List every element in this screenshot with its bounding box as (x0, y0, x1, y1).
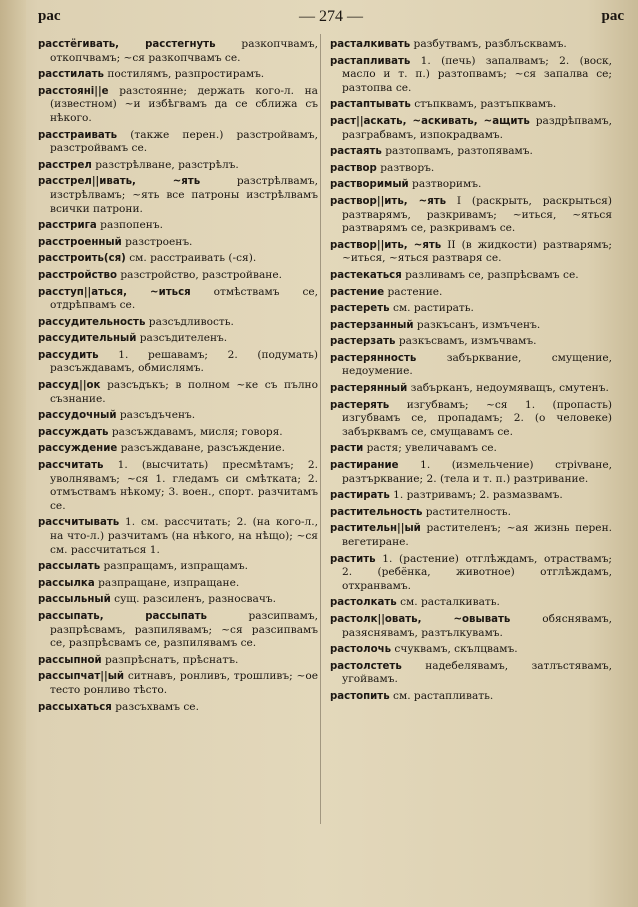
definition: II (в жидкости) разтварямъ; ~иться, ~яться разтваря се. (342, 238, 612, 265)
dictionary-entry (38, 269, 318, 283)
headword: растолстеть (330, 660, 402, 672)
headword: рассыхаться (38, 701, 112, 713)
headword: растолк||овать, ~овывать (330, 613, 511, 625)
headword: растворимый (330, 179, 409, 191)
headword: рассылка (38, 577, 95, 589)
dictionary-entry (38, 379, 318, 406)
dictionary-entry (330, 55, 612, 96)
dictionary-entry (330, 335, 612, 349)
definition: разкъсанъ, измъченъ. (416, 318, 541, 331)
dictionary-entry (38, 459, 318, 513)
definition: разстоянне; держать кого-л. на (известном) ~и избѣгвамъ да се сближа съ нѣкого. (50, 84, 318, 124)
definition: 1. (печь) запалвамъ; 2. (воск, масло и т. п.) разтопвамъ; ~ся запалва се; разтопва се. (342, 54, 612, 94)
dictionary-entry (330, 643, 612, 657)
headword: растереть (330, 303, 390, 315)
headword: растерзать (330, 336, 396, 348)
headword: расстраивать (38, 129, 118, 141)
dictionary-entry (330, 38, 612, 52)
definition: надебелявамъ, затлъстявамъ, угойвамъ. (342, 659, 612, 686)
dictionary-entry (38, 85, 318, 126)
definition: I (раскрыть, раскрыться) разтварямъ, разкривамъ; ~иться, ~яться разтварямъ се, разкривамъ се. (342, 194, 612, 235)
dictionary-entry (330, 302, 612, 316)
dictionary-entry (38, 670, 318, 697)
dictionary-entry (330, 286, 612, 300)
definition: забърквание, смущение, недоумение. (342, 351, 612, 378)
definition: разливамъ се, разпрѣсвамъ се. (405, 268, 579, 281)
headword: рассыпной (38, 654, 102, 666)
headword: расстрел (38, 159, 92, 171)
dictionary-entry (330, 239, 612, 266)
dictionary-entry (38, 577, 318, 591)
headword: рассыльный (38, 594, 111, 606)
headword: растительн||ый (330, 523, 421, 535)
headword: рассылать (38, 561, 101, 573)
headword: расстроить(ся) (38, 253, 126, 265)
headword: рассыпать, рассыпать (38, 610, 207, 622)
definition: разстройство, разстройване. (120, 268, 282, 281)
headword: рассуждать (38, 426, 109, 438)
definition: разтопвамъ, разтопявамъ. (385, 145, 533, 158)
definition: разтворъ. (380, 161, 435, 174)
definition: 1. (растение) отглѣждамъ, отраствамъ; 2. (ребёнка, животное) отглѣждамъ, отхранвамъ. (342, 552, 612, 592)
dictionary-entry (38, 701, 318, 715)
headword: расстроенный (38, 236, 122, 248)
headword: растерять (330, 399, 390, 411)
dictionary-entry (330, 596, 612, 610)
definition: см. расталкивать. (400, 596, 500, 609)
headword: расстилать (38, 69, 104, 81)
definition: разпращамъ, изпращамъ. (103, 560, 248, 573)
headword: расстёгивать, расстегнуть (38, 39, 216, 50)
definition: 1. (высчитать) пресмѣтамъ; 2. уволнявамъ; ~ся 1. гледамъ си смѣтката; 2. отмъствамъ нѣкому; 3. воен., спорт. разчитамъ се. (50, 459, 318, 512)
headword: растить (330, 553, 376, 565)
headword: растолочь (330, 644, 392, 656)
definition: разсъхвамъ се. (115, 700, 199, 713)
headword: растительность (330, 506, 423, 518)
definition: стъпквамъ, разтъпквамъ. (414, 98, 557, 111)
dictionary-entry (38, 593, 318, 607)
definition: разсъдителенъ. (139, 332, 228, 345)
left-column (38, 38, 318, 717)
dictionary-entry (330, 269, 612, 283)
dictionary-entry (38, 219, 318, 233)
dictionary-entry (330, 522, 612, 549)
dictionary-entry (38, 610, 318, 651)
definition: см. растапливать. (393, 689, 494, 702)
definition: изгубвамъ; ~ся 1. (пропасть) изгубвамъ се, пропадамъ; 2. (о человеке) забърквамъ се, смущавамъ се. (342, 398, 612, 438)
headword: растопить (330, 690, 390, 702)
dictionary-entry (330, 553, 612, 594)
definition: забърканъ, недоумяващъ, смутенъ. (410, 382, 609, 395)
dictionary-entry (38, 349, 318, 376)
dictionary-entry (330, 489, 612, 503)
definition: см. растирать. (392, 302, 474, 315)
headword: растаптывать (330, 99, 411, 111)
definition: (также перен.) разстройвамъ, разстройвамъ се. (50, 128, 318, 155)
headword: растапливать (330, 55, 411, 67)
definition: разсъждавамъ, мисля; говоря. (111, 425, 283, 438)
headword: раствор (330, 162, 377, 174)
definition: разсъдъкъ; в полном ~ке съ пълно съзнание. (50, 379, 318, 405)
dictionary-entry (330, 352, 612, 379)
headword: рассудительный (38, 333, 137, 345)
definition: разтворимъ. (412, 178, 482, 191)
headword: растерянность (330, 352, 417, 364)
definition: растение. (387, 285, 443, 298)
headword: рассуд||ок (38, 380, 101, 392)
headword: рассыпчат||ый (38, 671, 125, 683)
dictionary-entry (38, 316, 318, 330)
dictionary-entry (330, 660, 612, 687)
dictionary-entry (330, 506, 612, 520)
definition: разпопенъ. (100, 219, 163, 232)
definition: разкъсвамъ, измъчвамъ. (398, 335, 537, 348)
headword: рассчитать (38, 460, 104, 472)
headword: расстоянi||е (38, 85, 109, 97)
dictionary-entry (330, 98, 612, 112)
dictionary-entry (330, 459, 612, 486)
headword: расстрига (38, 220, 97, 232)
definition: разпращане, изпращане. (98, 576, 240, 589)
headword: раствор||ить, ~ять (330, 195, 447, 207)
dictionary-entry (330, 690, 612, 704)
page-edge-shadow (0, 0, 26, 907)
definition: 1. (измельчение) стрivване, разтърквание; 2. (тела и т. п.) разтривание. (342, 459, 612, 485)
headword: растекаться (330, 269, 402, 281)
dictionary-entry (38, 159, 318, 173)
definition: разбутвамъ, разблъсквамъ. (413, 38, 567, 50)
dictionary-entry (38, 332, 318, 346)
definition: растителенъ; ~ая жизнь перен. вегетиране. (342, 522, 613, 548)
dictionary-entry (330, 162, 612, 176)
dictionary-entry (330, 115, 612, 142)
definition: 1. см. рассчитать; 2. (на кого-л., на что-л.) разчитамъ (на нѣкого, на нѣщо); ~ся см. рассчитаться 1. (50, 516, 318, 556)
dictionary-entry (330, 442, 612, 456)
dictionary-entry (330, 382, 612, 396)
dictionary-entry (38, 409, 318, 423)
definition: растителность. (425, 505, 511, 518)
dictionary-entry (38, 68, 318, 82)
dictionary-entry (38, 654, 318, 668)
headword: расталкивать (330, 39, 411, 50)
definition: разстрѣлване, разстрѣлъ. (95, 158, 239, 171)
definition: разсипвамъ, разпрѣсвамъ, разпилявамъ; ~ся разсипвамъ се, разпрѣсвамъ се, разпилявамъ се. (50, 609, 318, 650)
definition: 1. решавамъ; 2. (подумать) разсъждавамъ, обмислямъ. (50, 348, 318, 375)
headword: растирать (330, 490, 390, 502)
dictionary-entry (38, 286, 318, 313)
headword: растирание (330, 460, 399, 472)
dictionary-entry (330, 399, 612, 440)
right-column (330, 38, 612, 707)
dictionary-entry (330, 613, 612, 640)
definition: разпрѣснатъ, прѣснатъ. (105, 653, 239, 666)
definition: раздрѣпвамъ, разграбвамъ, изпокрадвамъ. (342, 114, 612, 141)
definition: разстроенъ. (125, 235, 193, 248)
headword: рассудочный (38, 410, 117, 422)
dictionary-entry (330, 195, 612, 236)
headword: раствор||ить, ~ять (330, 239, 442, 251)
definition: разстрѣлвамъ, изстрѣлвамъ; ~ять все патроны изстрѣлвамъ всички патрони. (50, 175, 319, 215)
definition: отмѣствамъ се, отдрѣпвамъ се. (50, 285, 319, 312)
definition: растя; увеличавамъ се. (366, 442, 497, 455)
definition: счуквамъ, скълцвамъ. (394, 643, 518, 656)
headword: рассуждение (38, 443, 118, 455)
header-left-guide-word: рас (38, 8, 61, 24)
definition: обяснявамъ, разяснявамъ, разтълкувамъ. (342, 612, 612, 639)
headword: растолкать (330, 597, 397, 609)
definition: разкопчвамъ, откопчвамъ; ~ся разкопчвамъ се. (50, 38, 318, 64)
headword: расти (330, 443, 364, 455)
headword: расстройство (38, 269, 117, 281)
dictionary-entry (330, 178, 612, 192)
dictionary-entry (38, 175, 318, 216)
headword: рассудительность (38, 316, 146, 328)
definition: см. расстраивать (-ся). (129, 252, 257, 265)
dictionary-entry (38, 442, 318, 456)
definition: сущ. разсиленъ, разносвачъ. (114, 593, 276, 606)
headword: раст||аскать, ~аскивать, ~ащить (330, 115, 530, 127)
dictionary-entry (38, 252, 318, 266)
definition: ситнавъ, ронливъ, трошливъ; ~ое тесто ронливо тѣсто. (50, 670, 318, 696)
headword: рассудить (38, 349, 99, 361)
dictionary-entry (38, 38, 318, 65)
headword: расстрел||ивать, ~ять (38, 176, 201, 188)
dictionary-entry (330, 145, 612, 159)
headword: расступ||аться, ~иться (38, 286, 191, 298)
column-divider (320, 34, 321, 824)
definition: разсъждаване, разсъждение. (120, 442, 285, 455)
dictionary-entry (330, 319, 612, 333)
dictionary-entry (38, 426, 318, 440)
headword: растение (330, 286, 385, 298)
headword: рассчитывать (38, 517, 120, 529)
definition: постилямъ, разпростирамъ. (107, 68, 265, 81)
dictionary-entry (38, 560, 318, 574)
dictionary-entry (38, 516, 318, 557)
headword: растаять (330, 146, 382, 158)
page-header (38, 8, 624, 30)
page-number: — 274 — (299, 8, 363, 25)
dictionary-entry (38, 129, 318, 156)
definition: разсъдливость. (148, 315, 234, 328)
headword: растерзанный (330, 319, 414, 331)
definition: 1. разтривамъ; 2. размазвамъ. (393, 489, 563, 502)
header-right-guide-word: рас (601, 8, 624, 24)
definition: разсъдъченъ. (119, 409, 196, 422)
dictionary-entry (38, 236, 318, 250)
headword: растерянный (330, 383, 408, 395)
